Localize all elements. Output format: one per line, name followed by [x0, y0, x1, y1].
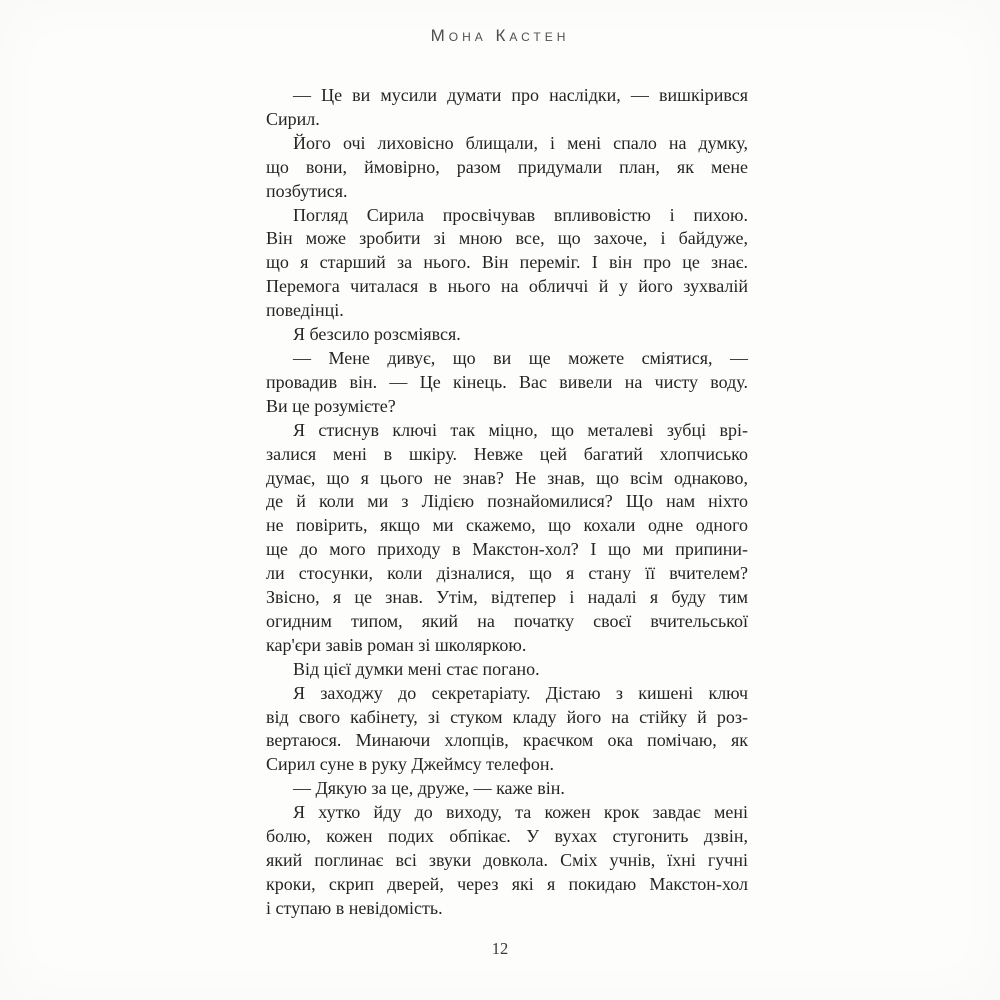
text-line: Сирил.	[266, 108, 320, 129]
paragraph	[266, 84, 748, 132]
paragraph	[266, 204, 748, 324]
text-line: не повірить, якщо ми скажемо, що кохали одне одного	[266, 515, 748, 536]
paragraph	[266, 419, 748, 658]
paragraph	[266, 323, 748, 347]
text-line: і ступаю в невідомість.	[266, 897, 443, 918]
text-line: думає, що я цього не знав? Не знав, що всім однаково,	[266, 467, 748, 488]
page-number: 12	[491, 939, 509, 958]
text-line: ли стосунки, коли дізналися, що я стану її вчителем?	[266, 563, 748, 584]
text-line: Від цієї думки мені стає погано.	[293, 658, 540, 679]
text-line: — Це ви мусили думати про наслідки, — вишкірився	[293, 85, 748, 105]
text-line: провадив він. — Це кінець. Вас вивели на чисту воду.	[266, 371, 748, 392]
text-line: де й коли ми з Лідією познайомилися? Що нам ніхто	[266, 491, 748, 512]
text-line: болю, кожен подих обпікає. У вухах стугонить дзвін,	[266, 826, 748, 847]
text-line: вертаюся. Минаючи хлопців, краєчком ока помічаю, як	[266, 730, 748, 751]
text-line: Погляд Сирила просвічував впливовістю і пихою.	[293, 204, 748, 225]
text-line: Сирил суне в руку Джеймсу телефон.	[266, 754, 554, 775]
text-line: позбутися.	[266, 180, 348, 201]
running-header: Мона Кастен	[430, 26, 570, 45]
body-text	[266, 84, 748, 921]
paragraph	[266, 132, 748, 204]
text-line: кар'єри завів роман зі школяркою.	[266, 634, 527, 655]
text-line: — Дякую за це, друже, — каже він.	[293, 778, 565, 799]
paragraph	[266, 682, 748, 778]
text-line: Ви це розумієте?	[266, 395, 396, 416]
text-line: залися мені в шкіру. Невже цей багатий хлопчисько	[266, 443, 748, 464]
paragraph	[266, 801, 748, 921]
paragraph	[266, 658, 748, 682]
text-line: кроки, скрип дверей, через які я покидаю Макстон-хол	[266, 873, 748, 894]
text-line: — Мене дивує, що ви ще можете сміятися, —	[293, 347, 748, 368]
text-line: Я стиснув ключі так міцно, що металеві зубці врі-	[293, 419, 748, 440]
text-line: Звісно, я це знав. Утім, відтепер і надалі я буду тим	[266, 587, 748, 608]
text-line: Я хутко йду до виходу, та кожен крок завдає мені	[293, 802, 748, 823]
text-line: Його очі лиховісно блищали, і мені спало на думку,	[293, 132, 748, 153]
text-line: Я заходжу до секретаріату. Дістаю з кишені ключ	[293, 682, 748, 703]
text-line: Перемога читалася в нього на обличчі й у його зухвалій	[266, 276, 748, 297]
paragraph	[266, 347, 748, 419]
text-line: поведінці.	[266, 300, 344, 321]
text-line: від свого кабінету, зі стуком кладу його на стійку й роз-	[266, 706, 748, 727]
text-line: який поглинає всі звуки довкола. Сміх учнів, їхні гучні	[266, 850, 748, 870]
paragraph	[266, 777, 748, 801]
text-line: що вони, ймовірно, разом придумали план, як мене	[266, 156, 748, 177]
text-line: ще до мого приходу в Макстон-хол? І що ми припини-	[266, 539, 748, 560]
text-line: огидним типом, який на початку своєї вчительської	[266, 610, 748, 631]
text-line: Він може зробити зі мною все, що захоче, і байдуже,	[266, 228, 748, 249]
text-line: Я безсило розсміявся.	[293, 324, 461, 345]
text-line: що я старший за нього. Він переміг. І він про це знає.	[266, 252, 748, 273]
